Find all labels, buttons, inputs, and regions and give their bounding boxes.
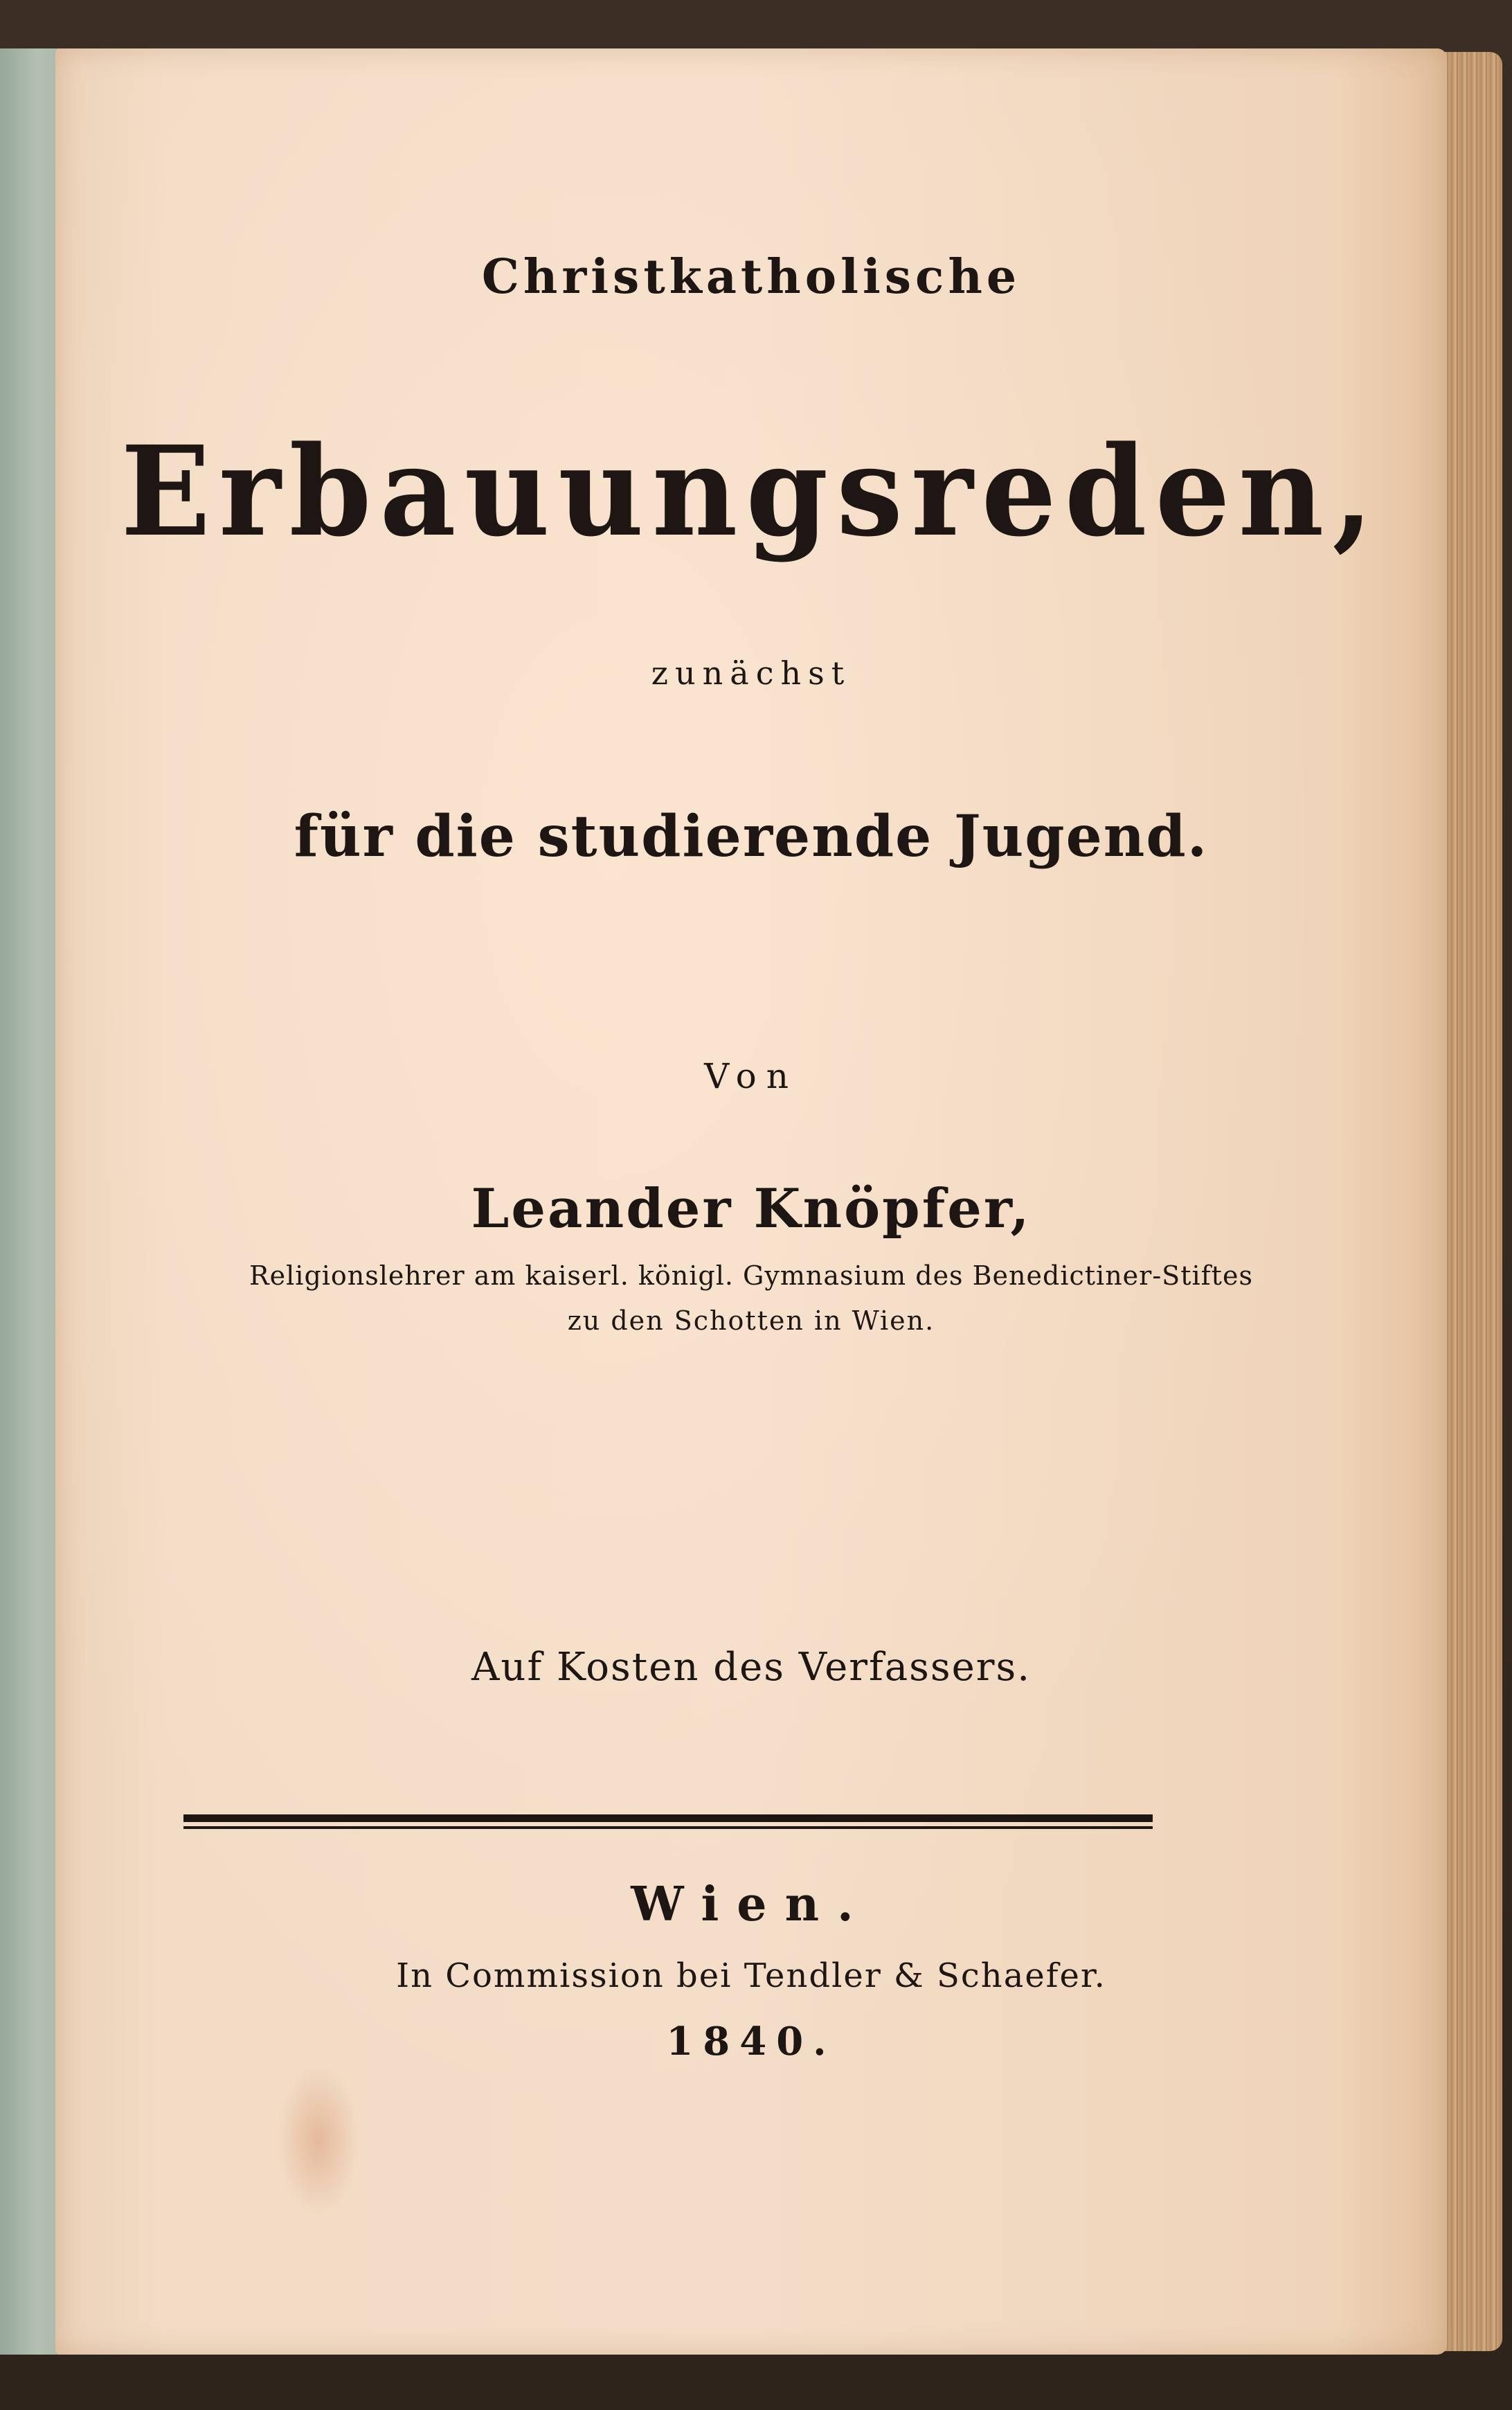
pre-title: Christkatholische <box>481 249 1021 305</box>
publication-note: Auf Kosten des Verfassers. <box>471 1645 1032 1690</box>
imprint-publisher: In Commission bei Tendler & Schaefer. <box>396 1956 1106 1995</box>
author-role-line-1: Religionslehrer am kaiserl. königl. Gymnasium des Benedictiner-Stiftes <box>249 1260 1253 1291</box>
author-role-line-2: zu den Schotten in Wien. <box>567 1305 935 1336</box>
by-line: Von <box>704 1056 798 1096</box>
qualifier-text: zunächst <box>651 654 852 692</box>
main-title: Erbauungsreden, <box>120 419 1382 564</box>
rule-thick-line <box>183 1814 1153 1822</box>
double-rule-divider <box>183 1814 1153 1832</box>
imprint-city: Wien. <box>631 1877 872 1932</box>
imprint-year: 1840. <box>666 2019 836 2064</box>
rule-thin-line <box>183 1826 1153 1829</box>
title-page <box>55 48 1447 2355</box>
title-page-content <box>55 48 1447 2355</box>
subtitle: für die studierende Jugend. <box>294 803 1209 870</box>
author-name: Leander Knöpfer, <box>471 1177 1032 1240</box>
